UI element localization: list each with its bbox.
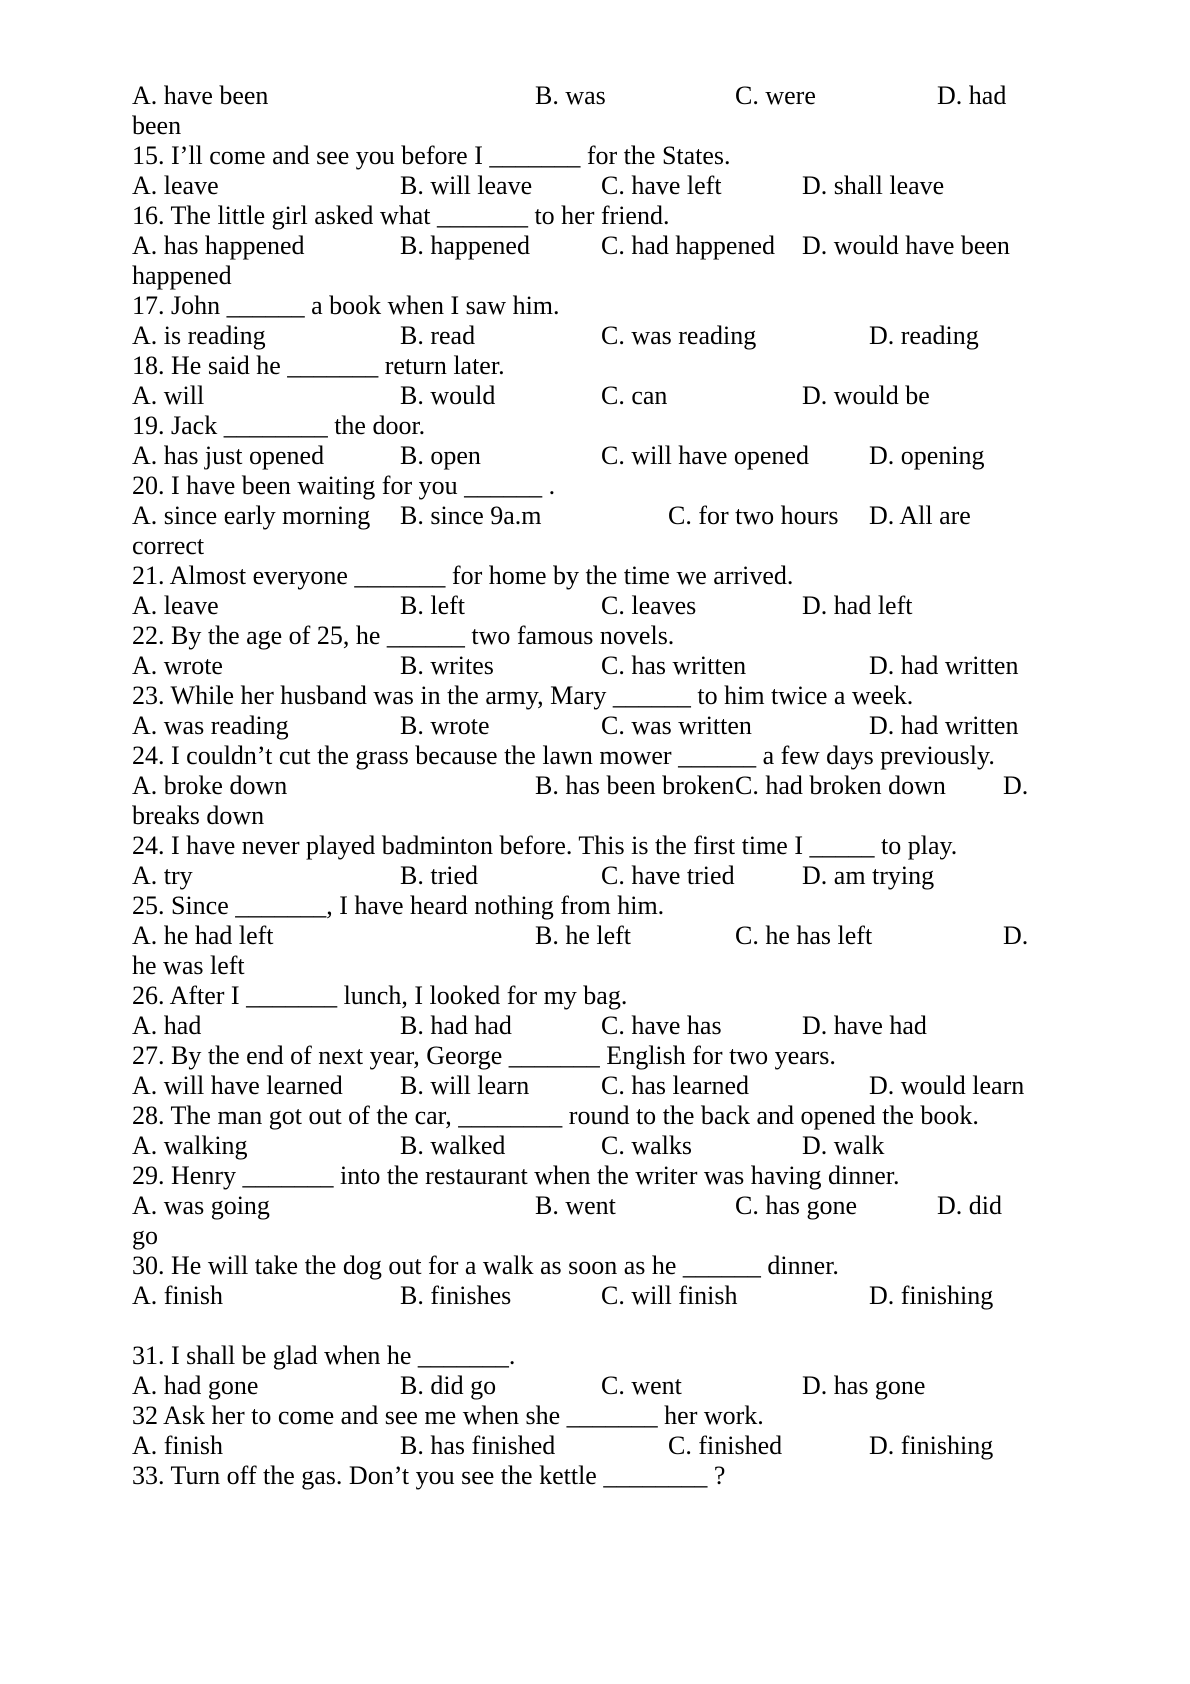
line-text: 28. The man got out of the car, ________ round to the back and opened the book. <box>132 1101 979 1130</box>
answer-option: D. had written <box>869 651 1019 680</box>
answer-option: D. <box>1003 771 1029 800</box>
text-line <box>0 1280 1190 1312</box>
text-line <box>0 1400 1190 1432</box>
line-text: 31. I shall be glad when he _______. <box>132 1341 516 1370</box>
answer-option: D. All are <box>869 501 971 530</box>
text-line <box>0 1430 1190 1462</box>
answer-option: C. was written <box>601 711 752 740</box>
text-line <box>0 470 1190 502</box>
text-line <box>0 890 1190 922</box>
text-line <box>0 680 1190 712</box>
line-text: 27. By the end of next year, George _______ English for two years. <box>132 1041 836 1070</box>
answer-option: B. will leave <box>400 171 533 200</box>
answer-option: B. he left <box>535 921 632 950</box>
answer-option: D. did <box>937 1191 1002 1220</box>
text-line <box>0 560 1190 592</box>
line-text: 21. Almost everyone _______ for home by the time we arrived. <box>132 561 794 590</box>
answer-option: B. has been broken <box>535 771 735 800</box>
answer-option: B. open <box>400 441 481 470</box>
answer-option: A. since early morning <box>132 501 371 530</box>
answer-option: D. walk <box>802 1131 885 1160</box>
text-line <box>0 590 1190 622</box>
answer-option: B. walked <box>400 1131 506 1160</box>
line-text: 18. He said he _______ return later. <box>132 351 505 380</box>
line-text: 33. Turn off the gas. Don’t you see the kettle ________ ? <box>132 1461 726 1490</box>
answer-option: A. will have learned <box>132 1071 343 1100</box>
answer-option: B. writes <box>400 651 494 680</box>
text-line <box>0 1220 1190 1252</box>
answer-option: D. opening <box>869 441 985 470</box>
line-text: 30. He will take the dog out for a walk as soon as he ______ dinner. <box>132 1251 839 1280</box>
answer-option: D. finishing <box>869 1431 994 1460</box>
line-text: breaks down <box>132 801 265 830</box>
answer-option: C. had happened <box>601 231 776 260</box>
line-text: 24. I couldn’t cut the grass because the lawn mower ______ a few days previously. <box>132 741 995 770</box>
answer-option: A. broke down <box>132 771 288 800</box>
answer-option: C. have tried <box>601 861 735 890</box>
answer-option: A. had <box>132 1011 202 1040</box>
answer-option: D. had <box>937 81 1007 110</box>
answer-option: C. has gone <box>735 1191 858 1220</box>
answer-option: B. went <box>535 1191 616 1220</box>
answer-option: A. try <box>132 861 193 890</box>
text-line <box>0 170 1190 202</box>
answer-option: A. finish <box>132 1281 223 1310</box>
text-line <box>0 440 1190 472</box>
answer-option: A. he had left <box>132 921 274 950</box>
answer-option: C. finished <box>668 1431 783 1460</box>
text-line <box>0 770 1190 802</box>
line-text: 25. Since _______, I have heard nothing from him. <box>132 891 665 920</box>
answer-option: A. has happened <box>132 231 305 260</box>
answer-option: C. will finish <box>601 1281 738 1310</box>
text-line <box>0 200 1190 232</box>
text-line <box>0 1460 1190 1492</box>
answer-option: C. have has <box>601 1011 722 1040</box>
answer-option: C. can <box>601 381 668 410</box>
text-line <box>0 1130 1190 1162</box>
text-line <box>0 1250 1190 1282</box>
line-text: happened <box>132 261 232 290</box>
answer-option: A. walking <box>132 1131 248 1160</box>
text-line <box>0 230 1190 262</box>
answer-option: C. has written <box>601 651 747 680</box>
line-text: he was left <box>132 951 245 980</box>
line-text: 26. After I _______ lunch, I looked for my bag. <box>132 981 628 1010</box>
text-line <box>0 830 1190 862</box>
answer-option: C. has learned <box>601 1071 750 1100</box>
text-line <box>0 140 1190 172</box>
line-text: 23. While her husband was in the army, Mary ______ to him twice a week. <box>132 681 914 710</box>
answer-option: D. would have been <box>802 231 1010 260</box>
answer-option: C. have left <box>601 171 722 200</box>
answer-option: B. read <box>400 321 476 350</box>
answer-option: D. am trying <box>802 861 935 890</box>
answer-option: A. is reading <box>132 321 266 350</box>
text-line <box>0 410 1190 442</box>
text-line <box>0 1370 1190 1402</box>
answer-option: A. has just opened <box>132 441 325 470</box>
answer-option: D. had left <box>802 591 913 620</box>
line-text: go <box>132 1221 158 1250</box>
line-text: 16. The little girl asked what _______ to her friend. <box>132 201 670 230</box>
answer-option: B. since 9a.m <box>400 501 542 530</box>
answer-option: B. left <box>400 591 465 620</box>
text-line <box>0 860 1190 892</box>
answer-option: B. wrote <box>400 711 490 740</box>
answer-option: D. shall leave <box>802 171 945 200</box>
line-text: 19. Jack ________ the door. <box>132 411 426 440</box>
text-line <box>0 800 1190 832</box>
answer-option: B. was <box>535 81 606 110</box>
line-text: 15. I’ll come and see you before I _______ for the States. <box>132 141 731 170</box>
answer-option: B. finishes <box>400 1281 512 1310</box>
text-line <box>0 80 1190 112</box>
text-line <box>0 1160 1190 1192</box>
text-line <box>0 260 1190 292</box>
text-line <box>0 1070 1190 1102</box>
answer-option: B. did go <box>400 1371 497 1400</box>
answer-option: C. will have opened <box>601 441 809 470</box>
answer-option: D. has gone <box>802 1371 926 1400</box>
answer-option: A. will <box>132 381 205 410</box>
text-line <box>0 620 1190 652</box>
text-line <box>0 350 1190 382</box>
text-line <box>0 710 1190 742</box>
answer-option: A. had gone <box>132 1371 259 1400</box>
text-line <box>0 740 1190 772</box>
answer-option: C. were <box>735 81 816 110</box>
answer-option: C. for two hours <box>668 501 839 530</box>
text-line <box>0 1340 1190 1372</box>
line-text: 20. I have been waiting for you ______ . <box>132 471 556 500</box>
line-text: 17. John ______ a book when I saw him. <box>132 291 560 320</box>
answer-option: B. had had <box>400 1011 512 1040</box>
text-line <box>0 320 1190 352</box>
text-line <box>0 530 1190 562</box>
text-line <box>0 500 1190 532</box>
text-line <box>0 380 1190 412</box>
text-line <box>0 1310 1190 1342</box>
line-text: correct <box>132 531 205 560</box>
answer-option: A. have been <box>132 81 269 110</box>
line-text: 29. Henry _______ into the restaurant when the writer was having dinner. <box>132 1161 900 1190</box>
answer-option: B. happened <box>400 231 530 260</box>
answer-option: B. tried <box>400 861 478 890</box>
answer-option: B. has finished <box>400 1431 556 1460</box>
text-line <box>0 1010 1190 1042</box>
answer-option: A. finish <box>132 1431 223 1460</box>
answer-option: A. wrote <box>132 651 223 680</box>
answer-option: D. would be <box>802 381 930 410</box>
answer-option: D. would learn <box>869 1071 1025 1100</box>
answer-option: C. was reading <box>601 321 757 350</box>
line-text: been <box>132 111 182 140</box>
answer-option: B. would <box>400 381 496 410</box>
answer-option: B. will learn <box>400 1071 530 1100</box>
answer-option: C. he has left <box>735 921 873 950</box>
answer-option: D. <box>1003 921 1029 950</box>
text-line <box>0 1190 1190 1222</box>
answer-option: D. reading <box>869 321 979 350</box>
answer-option: A. leave <box>132 591 219 620</box>
answer-option: D. have had <box>802 1011 927 1040</box>
answer-option: C. walks <box>601 1131 692 1160</box>
text-line <box>0 1040 1190 1072</box>
text-line <box>0 920 1190 952</box>
answer-option: C. went <box>601 1371 682 1400</box>
text-line <box>0 980 1190 1012</box>
line-text: 24. I have never played badminton before. This is the first time I _____ to play. <box>132 831 958 860</box>
text-line <box>0 290 1190 322</box>
answer-option: C. leaves <box>601 591 697 620</box>
answer-option: A. was reading <box>132 711 289 740</box>
answer-option: D. had written <box>869 711 1019 740</box>
text-line <box>0 1100 1190 1132</box>
answer-option: C. had broken down <box>735 771 946 800</box>
text-line <box>0 110 1190 142</box>
line-text: 22. By the age of 25, he ______ two famous novels. <box>132 621 675 650</box>
answer-option: A. was going <box>132 1191 270 1220</box>
text-line <box>0 950 1190 982</box>
answer-option: D. finishing <box>869 1281 994 1310</box>
answer-option: A. leave <box>132 171 219 200</box>
text-line <box>0 650 1190 682</box>
line-text: 32 Ask her to come and see me when she _______ her work. <box>132 1401 764 1430</box>
